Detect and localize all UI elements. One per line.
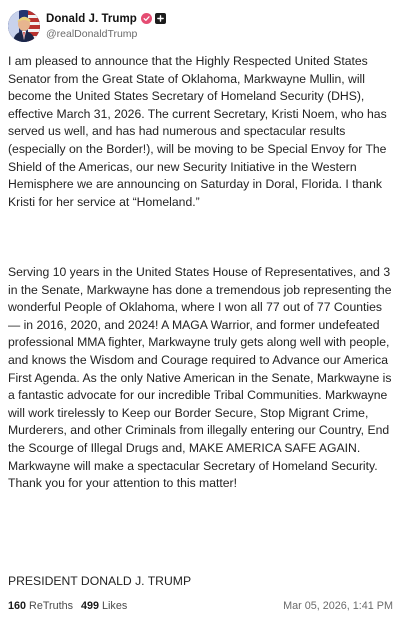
post-header bbox=[8, 5, 166, 47]
post-timestamp[interactable]: Mar 05, 2026, 1:41 PM bbox=[283, 600, 393, 612]
retruths-label: ReTruths bbox=[29, 600, 74, 612]
post-signature: PRESIDENT DONALD J. TRUMP bbox=[8, 574, 192, 588]
post-footer bbox=[8, 597, 393, 615]
plus-badge-icon bbox=[155, 13, 166, 24]
verified-badge-icon bbox=[141, 13, 152, 24]
author-handle[interactable]: @realDonaldTrump bbox=[46, 28, 138, 40]
post-paragraph-1: I am pleased to announce that the Highly Respected United States Senator from the Great State of Oklahoma, Markwayne Mullin, will become the United States Secretary of Homeland Security (DHS), effective March 31, 2026. The current Secretary, Kristi Noem, who has served us well, and has had numerous and spectacular results (especially on the Border!), will be moving to be Special Envoy for The Shield of the Americas, our new Security Initiative in the Western Hemisphere we are announcing on Saturday in Doral, Florida. I thank Kristi for her service at “Homeland.” bbox=[8, 54, 387, 209]
retruths-count: 160 bbox=[8, 600, 27, 612]
likes-label: Likes bbox=[102, 600, 128, 612]
likes-count: 499 bbox=[81, 600, 100, 612]
retruths-stat[interactable] bbox=[8, 600, 73, 612]
name-row bbox=[46, 11, 166, 26]
avatar-image-icon bbox=[8, 10, 40, 42]
author-display-name[interactable]: Donald J. Trump bbox=[46, 12, 137, 25]
author-names bbox=[46, 11, 166, 41]
likes-stat[interactable] bbox=[81, 600, 127, 612]
post-paragraph-2: Serving 10 years in the United States House of Representatives, and 3 in the Senate, Markwayne has done a tremendous job representing the wonderful People of Oklahoma, where I won all 77 out of 77 Counties — in 2016, 2020, and 2024! A MAGA Warrior, and former undefeated professional MMA fighter, Markwayne truly gets along well with people, and knows the Wisdom and Courage required to Advance our America First Agenda. As the only Native American in the Senate, Markwayne is a fantastic advocate for our incredible Tribal Communities. Markwayne will work tirelessly to Keep our Border Secure, Stop Migrant Crime, Murderers, and other Criminals from illegally entering our Country, End the Scourge of Illegal Drugs and, MAKE AMERICA SAFE AGAIN. Markwayne will make a spectacular Secretary of Homeland Security. Thank you for your attention to this matter! bbox=[8, 265, 392, 491]
avatar[interactable] bbox=[8, 10, 40, 42]
